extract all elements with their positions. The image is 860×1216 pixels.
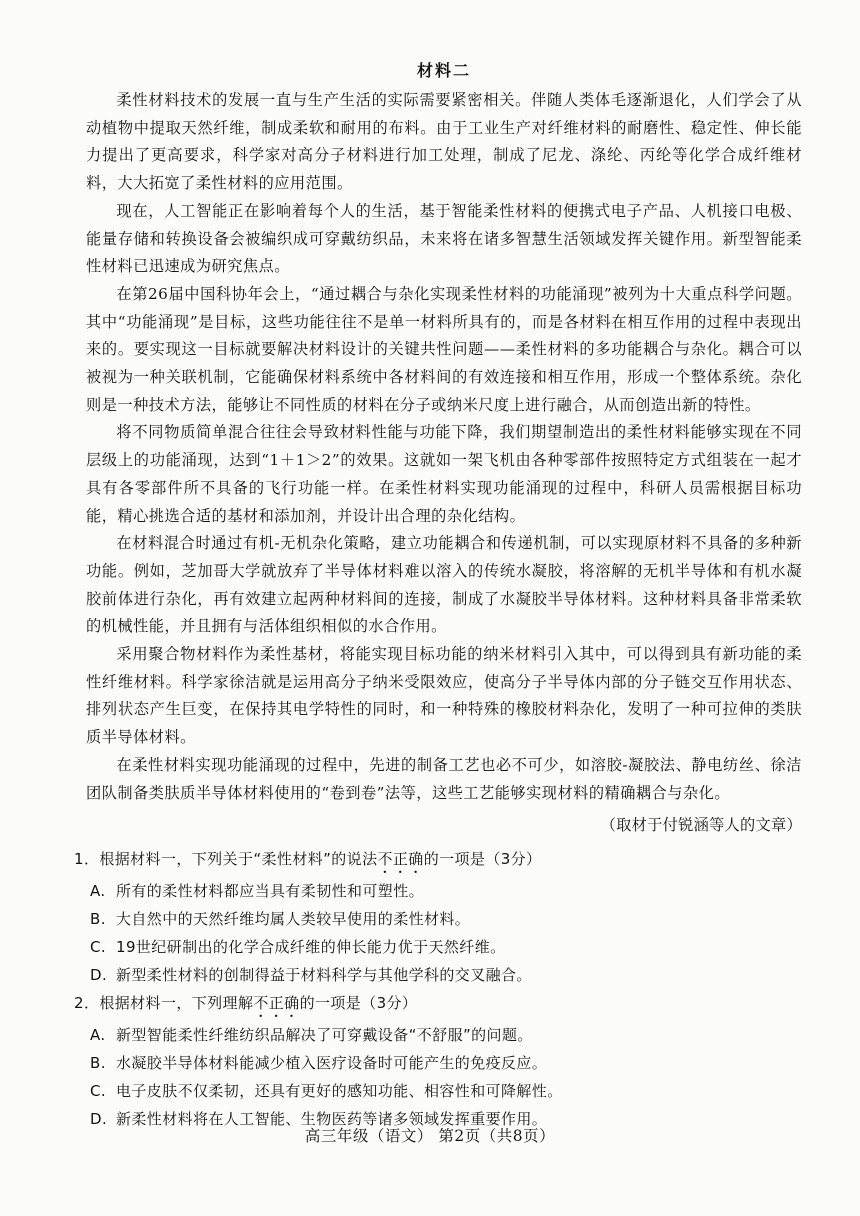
- question-stem: [74, 989, 802, 1021]
- stem-text: 的一项是（3分）: [423, 850, 542, 869]
- option-text: 新柔性材料将在人工智能、生物医药等诸多领域发挥重要作用。: [116, 1110, 548, 1129]
- option-c: [90, 1077, 802, 1105]
- paragraph: 在材料混合时通过有机-无机杂化策略，建立功能耦合和传递机制，可以实现原材料不具备的多种新功能。例如，芝加哥大学就放弃了半导体材料难以溶入的传统水凝胶，将溶解的无机半导体和有机水凝胶前体进行杂化，再有效建立起两种材料间的连接，制成了水凝胶半导体材料。这种材料具备非常柔软的机械性能，并且拥有与活体组织相似的水合作用。: [86, 534, 802, 636]
- option-text: 电子皮肤不仅柔韧，还具有更好的感知功能、相容性和可降解性。: [116, 1082, 563, 1101]
- option-letter: A.: [90, 882, 106, 901]
- paragraph: 柔性材料技术的发展一直与生产生活的实际需要紧密相关。伴随人类体毛逐渐退化，人们学会了从动植物中提取天然纤维，制成柔软和耐用的布料。由于工业生产对纤维材料的耐磨性、稳定性、伸长能力提出了更高要求，科学家对高分子材料进行加工处理，制成了尼龙、涤纶、丙纶等化学合成纤维材料，大大拓宽了柔性材料的应用范围。: [86, 91, 802, 193]
- option-text: 新型柔性材料的创制得益于材料科学与其他学科的交叉融合。: [116, 966, 532, 985]
- option-c: [90, 933, 802, 961]
- stem-text: 2．根据材料一，下列理解: [74, 994, 254, 1013]
- question-list: [74, 845, 802, 1133]
- option-a: [90, 877, 802, 905]
- material-body: [86, 87, 802, 807]
- question-1: [74, 845, 802, 989]
- stem-text: 的一项是（3分）: [299, 994, 418, 1013]
- option-list: [74, 1021, 802, 1133]
- option-d: [90, 961, 802, 989]
- stem-emphasis: 不正确: [253, 994, 300, 1013]
- question-stem: [74, 845, 802, 877]
- option-b: [90, 1049, 802, 1077]
- option-text: 所有的柔性材料都应当具有柔韧性和可塑性。: [116, 882, 425, 901]
- option-letter: A.: [90, 1026, 106, 1045]
- stem-text: 1．根据材料一，下列关于“柔性材料”的说法: [74, 850, 378, 869]
- option-text: 大自然中的天然纤维均属人类较早使用的柔性材料。: [116, 910, 471, 929]
- option-text: 新型智能柔性纤维纺织品解决了可穿戴设备“不舒服”的问题。: [116, 1026, 533, 1045]
- option-letter: C.: [90, 938, 107, 957]
- option-list: [74, 877, 802, 989]
- question-2: [74, 989, 802, 1133]
- paragraph: 现在，人工智能正在影响着每个人的生活，基于智能柔性材料的便携式电子产品、人机接口电极、能量存储和转换设备会被编织成可穿戴纺织品，未来将在诸多智慧生活领域发挥关键作用。新型智能柔性材料已迅速成为研究焦点。: [86, 201, 802, 276]
- paragraph: 在柔性材料实现功能涌现的过程中，先进的制备工艺也必不可少，如溶胶-凝胶法、静电纺丝、徐洁团队制备类肤质半导体材料使用的“卷到卷”法等，这些工艺能够实现材料的精确耦合与杂化。: [86, 755, 802, 802]
- option-letter: D.: [90, 1110, 108, 1129]
- option-a: [90, 1021, 802, 1049]
- source-citation: （取材于付锐涵等人的文章）: [600, 816, 802, 835]
- option-letter: B.: [90, 910, 106, 929]
- stem-emphasis: 不正确: [377, 850, 424, 869]
- option-letter: D.: [90, 966, 108, 985]
- paragraph: 采用聚合物材料作为柔性基材，将能实现目标功能的纳米材料引入其中，可以得到具有新功能的柔性纤维材料。科学家徐洁就是运用高分子纳米受限效应，使高分子半导体内部的分子链交互作用状态、排列状态产生巨变，在保持其电学特性的同时，和一种特殊的橡胶材料杂化，发明了一种可拉伸的类肤质半导体材料。: [86, 645, 802, 747]
- page-footer: 高三年级（语文） 第2页（共8页）: [304, 1127, 556, 1145]
- option-text: 水凝胶半导体材料能减少植入医疗设备时可能产生的免疫反应。: [116, 1054, 548, 1073]
- option-letter: B.: [90, 1054, 106, 1073]
- material-title: 材料二: [416, 61, 471, 80]
- paragraph: 将不同物质简单混合往往会导致材料性能与功能下降，我们期望制造出的柔性材料能够实现在不同层级上的功能涌现，达到“1＋1＞2”的效果。这就如一架飞机由各种零部件按照特定方式组装在一起才具有各零部件所不具备的飞行功能一样。在柔性材料实现功能涌现的过程中，科研人员需根据目标功能，精心挑选合适的基材和添加剂，并设计出合理的杂化结构。: [86, 423, 802, 525]
- option-letter: C.: [90, 1082, 107, 1101]
- paragraph: 在第26届中国科协年会上，“通过耦合与杂化实现柔性材料的功能涌现”被列为十大重点科学问题。其中“功能涌现”是目标，这些功能往往不是单一材料所具有的，而是各材料在相互作用的过程中表现出来的。要实现这一目标就要解决材料设计的关键共性问题——柔性材料的多功能耦合与杂化。耦合可以被视为一种关联机制，它能确保材料系统中各材料间的有效连接和相互作用，形成一个整体系统。杂化则是一种技术方法，能够让不同性质的材料在分子或纳米尺度上进行融合，从而创造出新的特性。: [86, 284, 802, 414]
- option-b: [90, 905, 802, 933]
- option-text: 19世纪研制出的化学合成纤维的伸长能力优于天然纤维。: [116, 938, 506, 957]
